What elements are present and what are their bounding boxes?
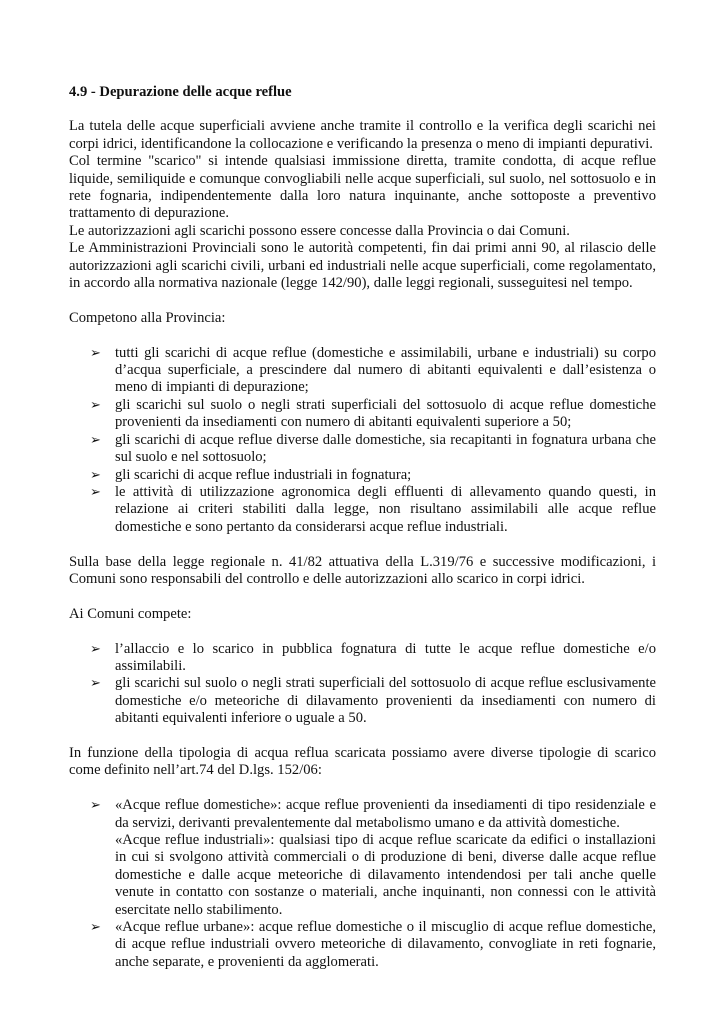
list-item: ➢ gli scarichi sul suolo o negli strati superficiali del sottosuolo di acque reflue domestiche provenienti da insediamenti con numero di abitanti equivalenti superiore a 50; [90,396,656,431]
intro-paragraph-1: La tutela delle acque superficiali avviene anche tramite il controllo e la verifica degli scarichi nei corpi idrici, identificandone la collocazione e verificando la presenza o meno di impianti depurativi. [69,118,656,152]
regional-law-paragraph: Sulla base della legge regionale n. 41/82 attuativa della L.319/76 e successive modificazioni, i Comuni sono responsabili del controllo e delle autorizzazioni allo scarico in corpi idrici. [69,553,656,587]
document-page [69,84,656,971]
provincia-heading: Competono alla Provincia: [69,309,226,326]
list-item: ➢ «Acque reflue domestiche»: acque reflue provenienti da insediamenti di tipo residenziale e da servizi, derivanti prevalentemente dal metabolismo umano e da attività domestiche. «Acque reflue industriali»: qualsiasi tipo di acque reflue scaricate da edifici o installazioni in cui si svolgono attività commerciali o di produzione di beni, diverse dalle acque reflue domestiche e dalle acque meteoriche di dilavamento intendendosi per tali anche quelle venute in contatto con sostanze o materiali, anche inquinanti, non connessi con le attività esercitate nello stabilimento. [90,797,656,918]
arrow-bullet-icon: ➢ [90,345,101,361]
list-item: ➢ gli scarichi di acque reflue industriali in fognatura; [90,466,412,483]
arrow-bullet-icon: ➢ [90,484,101,500]
list-item: ➢ le attività di utilizzazione agronomica degli effluenti di allevamento quando questi, in relazione ai criteri stabiliti dalla legge, non risultano assimilabili alle acque reflue domestiche e sono pertanto da considerarsi acque reflue industriali. [90,483,656,535]
arrow-bullet-icon: ➢ [90,432,101,448]
provincia-list [69,345,656,536]
arrow-bullet-icon: ➢ [90,467,101,483]
list-item: ➢ l’allaccio e lo scarico in pubblica fognatura di tutte le acque reflue domestiche e/o assimilabili. [90,640,656,674]
intro-paragraph-3: Le autorizzazioni agli scarichi possono essere concesse dalla Provincia o dai Comuni. [69,222,570,239]
arrow-bullet-icon: ➢ [90,641,101,657]
tipologia-intro: In funzione della tipologia di acqua reflua scaricata possiamo avere diverse tipologie di scarico come definito nell’art.74 del D.lgs. 152/06: [69,744,656,779]
list-item: ➢ tutti gli scarichi di acque reflue (domestiche e assimilabili, urbane e industriali) su corpo d’acqua superficiale, a prescindere dal numero di abitanti equivalenti e dall’esistenza o meno di impianti di depurazione; [90,344,656,396]
arrow-bullet-icon: ➢ [90,798,101,814]
intro-paragraph-4: Le Amministrazioni Provinciali sono le autorità competenti, fin dai primi anni 90, al rilascio delle autorizzazioni agli scarichi civili, urbani ed industriali nelle acque superficiali, come regolamentato, in accordo alla normativa nazionale (legge 142/90), dalle leggi regionali, susseguitesi nel tempo. [69,240,656,292]
arrow-bullet-icon: ➢ [90,676,101,692]
list-item: ➢ gli scarichi di acque reflue diverse dalle domestiche, sia recapitanti in fognatura urbana che sul suolo e nel sottosuolo; [90,431,656,466]
section-heading: 4.9 - Depurazione delle acque reflue [69,84,292,100]
intro-paragraph-2: Col termine "scarico" si intende qualsiasi immissione diretta, tramite condotta, di acque reflue liquide, semiliquide e comunque convogliabili nelle acque superficiali, sul suolo, nel sottosuolo e in rete fognaria, indipendentemente dalla loro natura inquinante, anche sottoposte a preventivo trattamento di depurazione. [69,153,656,222]
arrow-bullet-icon: ➢ [90,397,101,413]
list-item: ➢ «Acque reflue urbane»: acque reflue domestiche o il miscuglio di acque reflue domestiche, di acque reflue industriali ovvero meteoriche di dilavamento, convogliate in reti fognarie, anche separate, e provenienti da agglomerati. [90,918,656,970]
definitions-list [69,797,656,971]
list-item: ➢ gli scarichi sul suolo o negli strati superficiali del sottosuolo di acque reflue esclusivamente domestiche e/o meteoriche di dilavamento provenienti da insediamenti con numero di abitanti equivalenti inferiore o uguale a 50. [90,675,656,727]
comuni-heading: Ai Comuni compete: [69,605,192,622]
comuni-list [69,641,656,728]
arrow-bullet-icon: ➢ [90,919,101,935]
